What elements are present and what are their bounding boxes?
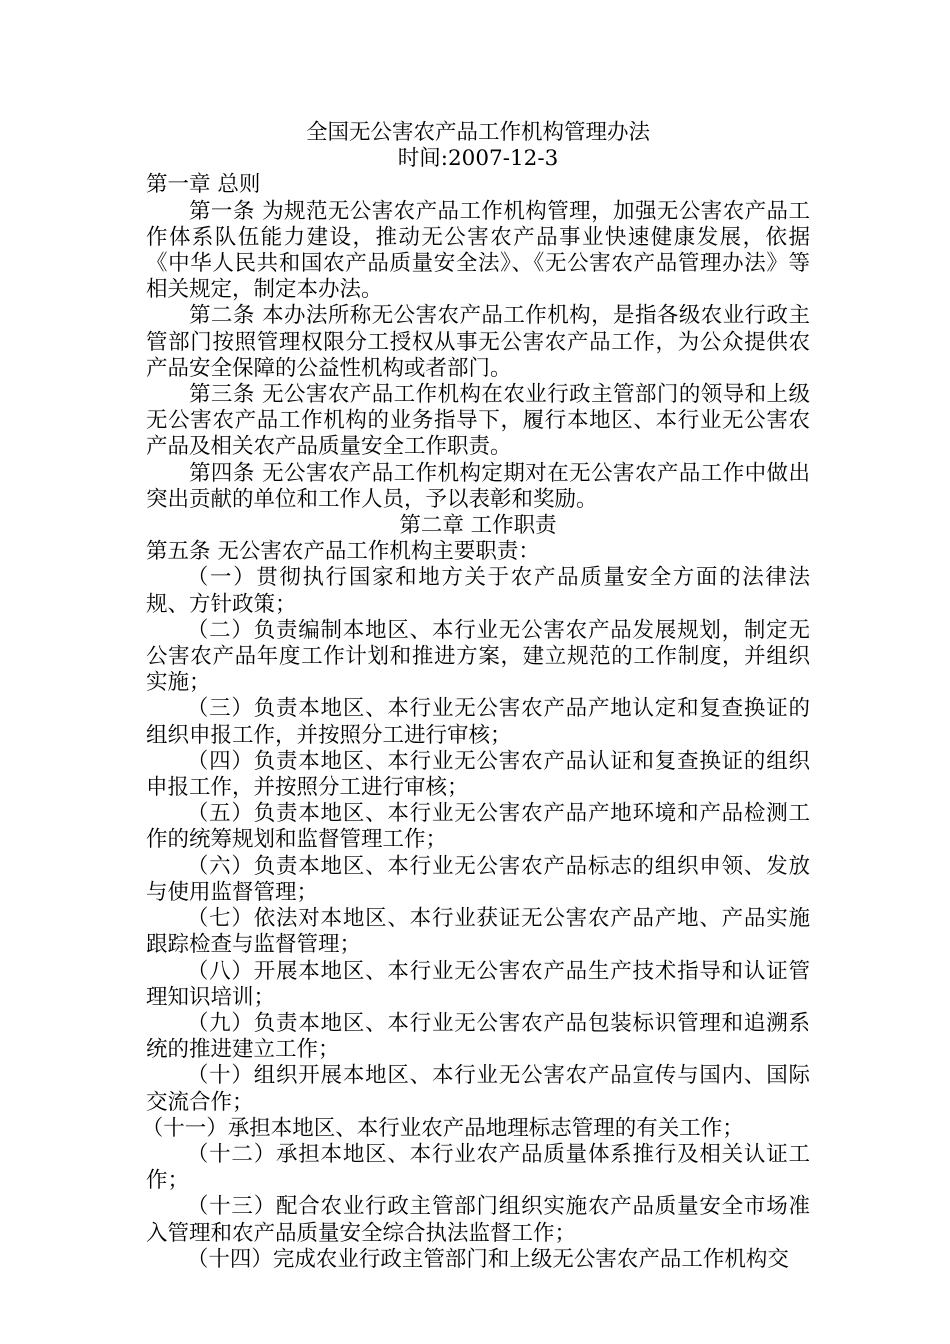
article-2: 第二条 本办法所称无公害农产品工作机构，是指各级农业行政主管部门按照管理权限分工授权从事无公害农产品工作，为公众提供农产品安全保障的公益性机构或者部门。 — [146, 303, 810, 381]
duty-item-10: （十）组织开展本地区、本行业无公害农产品宣传与国内、国际交流合作； — [146, 1063, 810, 1115]
duty-item-6: （六）负责本地区、本行业无公害农产品标志的组织申领、发放与使用监督管理； — [146, 853, 810, 905]
document-title: 全国无公害农产品工作机构管理办法 — [305, 120, 650, 145]
chapter-1-heading: 第一章 总则 — [146, 172, 261, 198]
duty-item-3: （三）负责本地区、本行业无公害农产品产地认定和复查换证的组织申报工作，并按照分工进行审核； — [146, 696, 810, 748]
duty-item-7: （七）依法对本地区、本行业获证无公害农产品产地、产品实施跟踪检查与监督管理； — [146, 906, 810, 958]
article-1: 第一条 为规范无公害农产品工作机构管理，加强无公害农产品工作体系队伍能力建设，推动无公害农产品事业快速健康发展，依据《中华人民共和国农产品质量安全法》、《无公害农产品管理办法》等相关规定，制定本办法。 — [146, 198, 810, 303]
article-3: 第三条 无公害农产品工作机构在农业行政主管部门的领导和上级无公害农产品工作机构的业务指导下，履行本地区、本行业无公害农产品及相关农产品质量安全工作职责。 — [146, 382, 810, 460]
duty-item-1: （一）贯彻执行国家和地方关于农产品质量安全方面的法律法规、方针政策； — [146, 565, 810, 617]
duty-item-5: （五）负责本地区、本行业无公害农产品产地环境和产品检测工作的统筹规划和监督管理工作； — [146, 801, 810, 853]
chapter-2-heading: 第二章 工作职责 — [399, 513, 557, 539]
duty-item-8: （八）开展本地区、本行业无公害农产品生产技术指导和认证管理知识培训； — [146, 958, 810, 1010]
duty-item-2: （二）负责编制本地区、本行业无公害农产品发展规划，制定无公害农产品年度工作计划和推进方案，建立规范的工作制度，并组织实施； — [146, 617, 810, 696]
duty-item-13: （十三）配合农业行政主管部门组织实施农产品质量安全市场准入管理和农产品质量安全综合执法监督工作； — [146, 1194, 810, 1246]
document-page — [141, 120, 810, 1273]
duty-item-12: （十二）承担本地区、本行业农产品质量体系推行及相关认证工作； — [146, 1141, 810, 1194]
duty-item-14: （十四）完成农业行政主管部门和上级无公害农产品工作机构交 — [186, 1246, 789, 1272]
article-4: 第四条 无公害农产品工作机构定期对在无公害农产品工作中做出突出贡献的单位和工作人员，予以表彰和奖励。 — [146, 460, 810, 512]
document-date: 时间:2007-12-3 — [397, 146, 559, 172]
duty-item-9: （九）负责本地区、本行业无公害农产品包装标识管理和追溯系统的推进建立工作； — [146, 1010, 810, 1063]
duty-item-4: （四）负责本地区、本行业无公害农产品认证和复查换证的组织申报工作，并按照分工进行审核； — [146, 748, 810, 801]
article-5: 第五条 无公害农产品工作机构主要职责： — [146, 539, 540, 565]
duty-item-11: （十一）承担本地区、本行业农产品地理标志管理的有关工作； — [141, 1115, 744, 1141]
